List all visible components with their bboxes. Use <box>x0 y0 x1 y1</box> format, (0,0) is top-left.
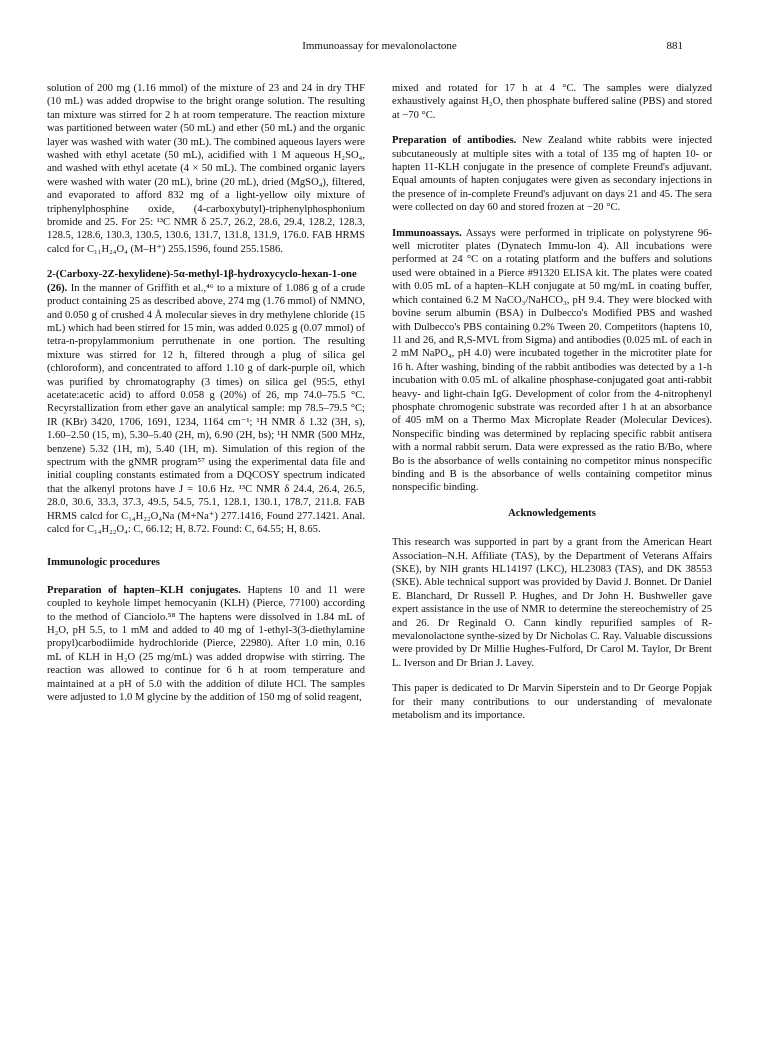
synthesis-paragraph-26 <box>47 268 365 536</box>
left-column <box>47 82 365 716</box>
conjugate-continuation: mixed and rotated for 17 h at 4 °C. The samples were dialyzed exhaustively against H₂O, then phosphate buffered saline (PBS) and stored at −70 °C. <box>392 83 712 121</box>
synthesis-paragraph-25: solution of 200 mg (1.16 mmol) of the mixture of 23 and 24 in dry THF (10 mL) was added dropwise to the bright orange solution. The resulting tan mixture was stirred for 2 h at room temperature. The reaction mixture was partitioned between water (50 mL) and ether (50 mL) and the organic layer was washed with water (30 mL). The combined aqueous layers were washed with ethyl acetate (50 mL), acidified with 1 M aqueous H₂SO₄, and washed with ethyl acetate (4 × 50 mL). The combined organic layers were washed with water (20 mL), brine (20 mL), dried (MgSO₄), filtered, and evaporated to afford 832 mg of a light-yellow oily mixture of triphenylphosphine oxide, (4-carboxybutyl)-triphenylphosphonium bromide and 25. For 25: ¹³C NMR δ 25.7, 26.2, 28.6, 29.4, 128.2, 128.3, 128.5, 128.6, 130.3, 130.5, 130.6, 131.7, 131.8, 131.9, 176.0. FAB HRMS calcd for C₁₁H₂₄O₄ (M–H⁺) 255.1596, found 255.1586. <box>47 83 365 255</box>
immunoassays-paragraph <box>392 227 712 495</box>
acknowledgements-paragraph: This research was supported in part by a grant from the American Heart Association–N.H. Affiliate (TAS), by the Department of Veterans Affairs (SKE), by NIH grants HL14197 (LKC), HL23083 (TAS), and DK 38553 (SKE). Able technical support was provided by David J. Bonnet. Dr Daniel E. Blanchard, Dr Russell P. Hughes, and Dr John H. Bushweller gave expert assistance in the use of NMR to determine the stereochemistry of 25 and 26. Dr Reginald O. Cann kindly repurified samples of R-mevalonolactone synthe-sized by Dr Nicholas C. Ray. Valuable discussions were provided by Dr Millie Hughes-Fulford, Dr Carol M. Taylor, Dr Brent L. Iverson and Dr Brian J. Lavey. <box>392 537 712 669</box>
antibodies-heading: Preparation of antibodies. <box>392 135 517 147</box>
conjugate-heading: Preparation of hapten–KLH conjugates. <box>47 584 241 596</box>
antibodies-paragraph <box>392 134 712 214</box>
conjugate-paragraph <box>47 584 365 705</box>
compound-26-body: In the manner of Griffith et al.,⁴⁶ to a mixture of 1.086 g of a crude product containing 25 as described above, 274 mg (1.76 mmol) of NMNO, and 0.050 g of crushed 4 Å molecular sieves in dry methylene chloride (15 mL) which had been stirred for 15 min, was added 0.025 g (0.07 mmol) of tetra-n-propylammonium perruthenate in one portion. The resulting mixture was stirred for 12 h, filtered through a plug of silica gel (chloroform), and concentrated to afford 1.10 g of dark-purple oil, which was purified by chromatography (3 times) on silica gel (95:5, ethyl acetate:acetic acid) to afford 0.058 g (20%) of 26, mp 74.0–75.5 °C. Recyrstallization from ether gave an analytical sample: mp 78.5–79.5 °C; IR (KBr) 3420, 1706, 1691, 1234, 1164 cm⁻¹; ¹H NMR δ 1.32 (3H, s), 1.60–2.50 (15, m), 5.30–5.40 (2H, m), 6.90 (2H, bs); ¹H NMR (500 MHz, benzene) 5.32 (1H, m), 5.40 (1H, m). Simulation of this region of the spectrum with the gNMR program⁵⁷ using the experimental data file and initial coupling constants estimated from a DQCOSY spectrum indicated that the alkenyl protons have J = 10.6 Hz. ¹³C NMR δ 24.4, 26.4, 26.5, 28.0, 30.6, 33.3, 37.3, 49.5, 54.5, 75.1, 128.1, 130.1, 178.7, 211.8. FAB HRMS calcd for C₁₄H₂₂O₄Na (M+Na⁺) 277.1416, Found 277.1421. Anal. calcd for C₁₄H₂₂O₄: C, 66.12; H, 8.72. Found: C, 64.55; H, 8.65. <box>47 282 365 535</box>
running-title: Immunoassay for mevalonolactone <box>302 40 457 52</box>
page-number: 881 <box>666 40 683 52</box>
antibodies-body: New Zealand white rabbits were injected subcutaneously at multiple sites with a total of 135 mg of hapten 10- or hapten 11-KLH conjugate in the presence of complete Freund's adjuvant. Equal amounts of hapten conjugates were given as secondary injections in the presence of in-complete Freund's adjuvant on days 21 and 45. The sera were collected on day 60 and stored frozen at −20 °C. <box>392 135 712 214</box>
immunoassays-heading: Immunoassays. <box>392 227 462 239</box>
acknowledgements-heading: Acknowledgements <box>508 507 596 519</box>
running-header <box>0 40 759 56</box>
section-heading-immunologic: Immunologic procedures <box>47 557 160 569</box>
dedication-paragraph: This paper is dedicated to Dr Marvin Siperstein and to Dr George Popjak for their many contributions to our understanding of mevalonate metabolism and its importance. <box>392 683 712 722</box>
conjugate-body: Haptens 10 and 11 were coupled to keyhole limpet hemocyanin (KLH) (Pierce, 77100) according to the method of Cianciolo.⁵⁸ The haptens were dissolved in 1.84 mL of H₂O, pH 5.5, to 1 mM and added to 40 mg of 1-ethyl-3(3-diethylamine propyl)carbodiimide hydrochloride (Pierce, 22980). After 1.0 min, 0.16 mL of KLH in H₂O (25 mg/mL) was added dropwise with stirring. The reaction was allowed to continue for 6 h at room temperature and maintained at a pH of 5.0 with the addition of dilute HCl. The samples were adjusted to 1.0 M glycine by the addition of 150 mg of solid reagent, <box>47 584 365 704</box>
compound-26-heading: 2-(Carboxy-2Z-hexylidene)-5α-methyl-1β-hydroxycyclo-hexan-1-one (26). <box>47 269 357 294</box>
right-column <box>392 82 712 734</box>
immunoassays-body: Assays were performed in triplicate on polystyrene 96-well microtiter plates (Dynatech Immu-lon 4). All incubations were performed at 24 °C on a rotating platform and the buffers and solutions used were obtained in a Pierce #91320 ELISA kit. The plates were coated with 0.05 mL of a hapten–KLH conjugate at 50 mg/mL in coating buffer, which contained 6.2 M NaCO₃/NaHCO₃, pH 9.4. They were blocked with bovine serum albumin (BSA) in Dulbecco's Modified PBS and washed with Dulbecco's PBS containing 0.2% Tween 20. Competitors (haptens 10, 11 and 26, and R,S-MVL from Sigma) and antibodies (0.025 mL of each in 2 mM NaPO₄, pH 4.0) were incubated together in the microtiter plate for 16 h. After washing, binding of the rabbit antibodies was detected by a 1-h incubation with 0.05 mL of alkaline phosphase-conjugated goat anti-rabbit heavy- and light-chain IgG. Development of color from the 4-nitrophenyl phosphate chromogenic substrate was recorded after 1 h at an absorbance of 405 mM on a Thermo Max Microplate Reader (Molecular Devices). Nonspecific binding was determined by replacing specific rabbit antisera with a normal rabbit serum. Data were expressed as the ratio B/Bo, where Bo is the absorbance of wells containing no competitor minus nonspecific binding and B is the absorbance of wells containing competitor minus nonspecific binding. <box>392 227 712 494</box>
